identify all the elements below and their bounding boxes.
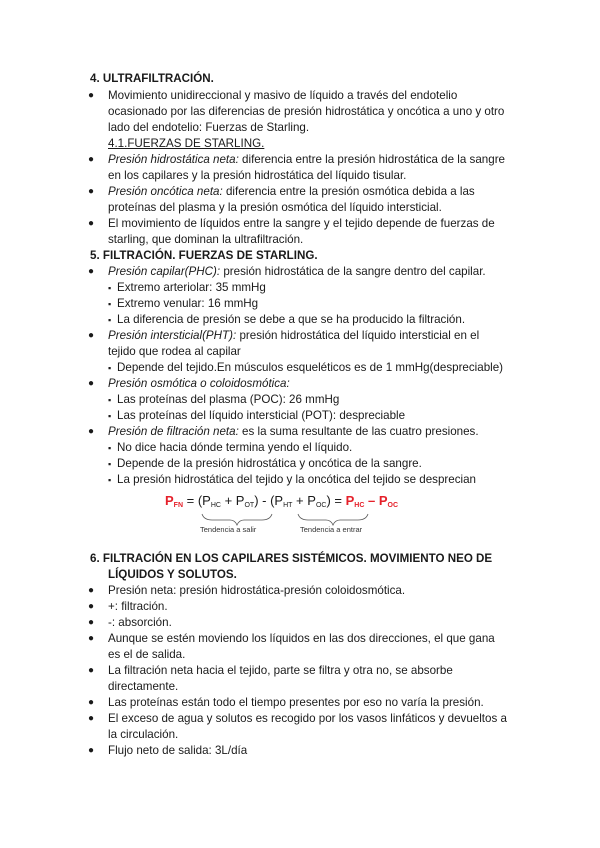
- term-presion-intersticial: Presión intersticial(PHT):: [108, 329, 237, 342]
- formula-braces: [160, 492, 430, 544]
- formula-sub: HT: [283, 502, 293, 509]
- bullet-icon: ●: [88, 633, 95, 644]
- label-tendencia-entrar: Tendencia a entrar: [300, 525, 363, 534]
- formula-part: + P: [292, 493, 316, 508]
- bullet-icon: ●: [88, 90, 95, 101]
- formula-result-term: P: [345, 493, 355, 508]
- formula-part: –: [364, 493, 379, 508]
- s5-pht-line-2: tejido que rodea al capilar: [108, 345, 241, 358]
- brace-in-icon: [298, 514, 368, 525]
- s6-bullet-4-line-2: es el de salida.: [108, 648, 186, 661]
- s5-poc-sub-2: Las proteínas del líquido intersticial (POT): despreciable: [117, 409, 406, 422]
- s4-bullet-1-line-1: Movimiento unidireccional y masivo de líquido a través del endotelio: [108, 89, 458, 102]
- definition-text: es la suma resultante de las cuatro presiones.: [238, 425, 479, 438]
- definition-text: presión hidrostática de la sangre dentro del capilar.: [220, 265, 486, 278]
- s6-bullet-7-line-1: El exceso de agua y solutos es recogido por los vasos linfáticos y devueltos a: [108, 712, 507, 725]
- s5-phc-sub-2: Extremo venular: 16 mmHg: [117, 297, 259, 310]
- subsection-4-1-heading: 4.1.FUERZAS DE STARLING.: [108, 137, 265, 150]
- s5-phc-sub-1: Extremo arteriolar: 35 mmHg: [117, 281, 266, 294]
- bullet-icon: ●: [88, 665, 95, 676]
- s6-bullet-2: +: filtración.: [108, 600, 168, 613]
- s5-poc-sub-1: Las proteínas del plasma (POC): 26 mmHg: [117, 393, 340, 406]
- s6-bullet-4-line-1: Aunque se estén moviendo los líquidos en las dos direcciones, el que gana: [108, 632, 495, 645]
- sub-bullet-icon: ▪: [108, 459, 112, 469]
- sub-bullet-icon: ▪: [108, 443, 112, 453]
- s4-bullet-4-line-2: starling, que dominan la ultrafiltración.: [108, 233, 304, 246]
- bullet-icon: ●: [88, 617, 95, 628]
- s5-phc-line: [108, 265, 486, 279]
- sub-bullet-icon: ▪: [108, 315, 112, 325]
- section-4-heading: 4. ULTRAFILTRACIÓN.: [90, 72, 214, 85]
- formula-part: + P: [220, 493, 245, 508]
- formula-sub: HC: [210, 502, 221, 509]
- bullet-icon: ●: [88, 697, 95, 708]
- term-presion-osmotica: Presión osmótica o coloidosmótica:: [108, 377, 290, 390]
- bullet-icon: ●: [88, 426, 95, 437]
- definition-text: diferencia entre la presión hidrostática de la sangre: [238, 153, 505, 166]
- s5-pfn-sub-3: La presión hidrostática del tejido y la oncótica del tejido se desprecian: [117, 473, 476, 486]
- bullet-icon: ●: [88, 745, 95, 756]
- bullet-icon: ●: [88, 266, 95, 277]
- s4-bullet-2-line-2: en los capilares y la presión hidrostática del líquido tisular.: [108, 169, 407, 182]
- section-6-heading-line-2: LÍQUIDOS Y SOLUTOS.: [108, 568, 237, 581]
- bullet-icon: ●: [88, 713, 95, 724]
- sub-bullet-icon: ▪: [108, 299, 112, 309]
- sub-bullet-icon: ▪: [108, 395, 112, 405]
- formula-sub: HC: [354, 502, 365, 509]
- formula-sub: OT: [244, 502, 255, 509]
- formula-lhs-sub: FN: [173, 502, 184, 509]
- s6-bullet-5-line-2: directamente.: [108, 680, 179, 693]
- section-6-heading-line-1: 6. FILTRACIÓN EN LOS CAPILARES SISTÉMICOS. MOVIMIENTO NEO DE: [90, 552, 493, 565]
- s6-bullet-5-line-1: La filtración neta hacia el tejido, parte se filtra y otra no, se absorbe: [108, 664, 453, 677]
- sub-bullet-icon: ▪: [108, 363, 112, 373]
- formula-result-term: P: [378, 493, 388, 508]
- bullet-icon: ●: [88, 585, 95, 596]
- term-presion-capilar: Presión capilar(PHC):: [108, 265, 221, 278]
- s4-bullet-2-line-1: [108, 153, 505, 167]
- s5-pfn-sub-1: No dice hacia dónde termina yendo el líquido.: [117, 441, 353, 454]
- definition-text: diferencia entre la presión osmótica debida a las: [222, 185, 475, 198]
- s4-bullet-3-line-1: [108, 185, 475, 199]
- brace-out-icon: [202, 514, 272, 525]
- formula-part: ) - (P: [254, 493, 284, 508]
- s5-phc-sub-3: La diferencia de presión se debe a que se ha producido la filtración.: [117, 313, 466, 326]
- net-filtration-formula: [160, 492, 430, 544]
- s5-pfn-sub-2: Depende de la presión hidrostática y oncótica de la sangre.: [117, 457, 422, 470]
- formula-sub: OC: [387, 502, 399, 509]
- formula-part: = (P: [183, 493, 211, 508]
- term-presion-oncotica-neta: Presión oncótica neta:: [108, 185, 223, 198]
- section-5-heading: 5. FILTRACIÓN. FUERZAS DE STARLING.: [90, 249, 318, 262]
- s6-bullet-3: -: absorción.: [108, 616, 172, 629]
- bullet-icon: ●: [88, 186, 95, 197]
- formula-part: ) =: [326, 493, 346, 508]
- s5-pht-sub-1: Depende del tejido.En músculos esqueléticos es de 1 mmHg(despreciable): [117, 361, 504, 374]
- bullet-icon: ●: [88, 378, 95, 389]
- formula-sub: OC: [315, 502, 327, 509]
- s5-pht-line-1: [108, 329, 479, 343]
- definition-text: presión hidrostática del líquido intersticial en el: [236, 329, 480, 342]
- s4-bullet-3-line-2: proteínas del plasma y la presión osmótica del líquido intersticial.: [108, 201, 442, 214]
- s6-bullet-1: Presión neta: presión hidrostática-presión coloidosmótica.: [108, 584, 406, 597]
- term-presion-filtracion-neta: Presión de filtración neta:: [108, 425, 239, 438]
- bullet-icon: ●: [88, 330, 95, 341]
- formula-lhs: P: [165, 493, 174, 508]
- s6-bullet-6: Las proteínas están todo el tiempo presentes por eso no varía la presión.: [108, 696, 484, 709]
- sub-bullet-icon: ▪: [108, 475, 112, 485]
- s5-pfn-line: [108, 425, 479, 439]
- sub-bullet-icon: ▪: [108, 411, 112, 421]
- s6-bullet-7-line-2: la circulación.: [108, 728, 179, 741]
- bullet-icon: ●: [88, 601, 95, 612]
- bullet-icon: ●: [88, 154, 95, 165]
- label-tendencia-salir: Tendencia a salir: [200, 525, 257, 534]
- s4-bullet-4-line-1: El movimiento de líquidos entre la sangre y el tejido depende de fuerzas de: [108, 217, 495, 230]
- s4-bullet-1-line-2: ocasionado por las diferencias de presión hidrostática y oncótica a uno y otro: [108, 105, 505, 118]
- s4-bullet-1-line-3: lado del endotelio: Fuerzas de Starling.: [108, 121, 310, 134]
- sub-bullet-icon: ▪: [108, 283, 112, 293]
- s6-bullet-8: Flujo neto de salida: 3L/día: [108, 744, 248, 757]
- term-presion-hidrostatica-neta: Presión hidrostática neta:: [108, 153, 239, 166]
- bullet-icon: ●: [88, 218, 95, 229]
